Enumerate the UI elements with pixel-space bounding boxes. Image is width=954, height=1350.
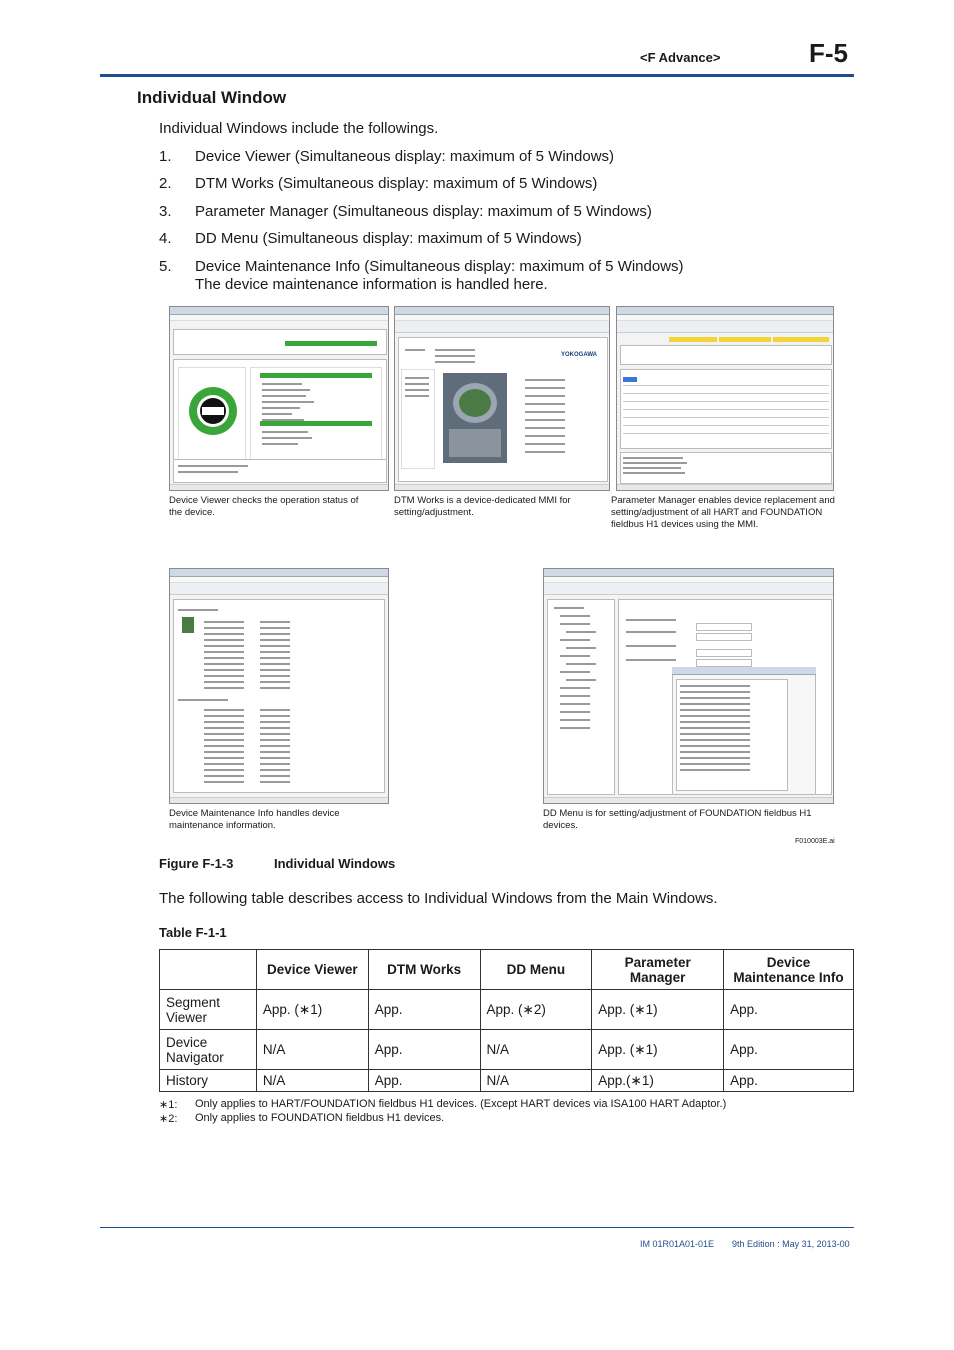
footnote-text: Only applies to HART/FOUNDATION fieldbus H1 devices. (Except HART devices via ISA100 HART Adaptor.) bbox=[195, 1098, 727, 1110]
page-footer bbox=[640, 1239, 850, 1249]
table-cell: N/A bbox=[480, 1070, 592, 1092]
table-header-row bbox=[160, 950, 854, 990]
table-cell: App. (∗1) bbox=[592, 1030, 724, 1070]
table-cell: N/A bbox=[256, 1030, 368, 1070]
dd-menu-screenshot bbox=[543, 568, 834, 804]
page-number: F-5 bbox=[809, 38, 848, 68]
header-section-label: <F Advance> bbox=[640, 50, 721, 65]
table-row-label: Device Navigator bbox=[160, 1030, 257, 1070]
table-cell: App.(∗1) bbox=[592, 1070, 724, 1092]
list-text: Parameter Manager (Simultaneous display: maximum of 5 Windows) bbox=[195, 203, 652, 220]
table-cell: App. (∗1) bbox=[592, 990, 724, 1030]
table-row bbox=[160, 1030, 854, 1070]
table-title: Table F-1-1 bbox=[159, 925, 227, 940]
list-number: 3. bbox=[159, 203, 172, 220]
list-text: DD Menu (Simultaneous display: maximum of 5 Windows) bbox=[195, 230, 582, 247]
table-cell: App. (∗1) bbox=[256, 990, 368, 1030]
access-table bbox=[159, 949, 854, 1092]
footnote-mark: ∗1: bbox=[159, 1099, 178, 1111]
table-row-label: History bbox=[160, 1070, 257, 1092]
table-header-cell: DD Menu bbox=[480, 950, 592, 990]
table-cell: App. bbox=[368, 1030, 480, 1070]
parameter-manager-caption: Parameter Manager enables device replacement and setting/adjustment of all HART and FOUNDATION fieldbus H1 devices using the MMI. bbox=[611, 495, 835, 530]
table-cell: App. bbox=[368, 1070, 480, 1092]
table-cell: App. bbox=[724, 1070, 854, 1092]
table-header-cell: Device Maintenance Info bbox=[724, 950, 854, 990]
figure-title-text: Individual Windows bbox=[274, 856, 396, 871]
list-number: 5. bbox=[159, 258, 172, 275]
figure-file-id: F010003E.ai bbox=[795, 838, 835, 845]
section-title: Individual Window bbox=[137, 88, 287, 107]
maintenance-info-caption: Device Maintenance Info handles device maintenance information. bbox=[169, 808, 340, 831]
edition-info: 9th Edition : May 31, 2013-00 bbox=[732, 1239, 850, 1249]
list-text: The device maintenance information is handled here. bbox=[195, 276, 548, 293]
table-header-cell: DTM Works bbox=[368, 950, 480, 990]
status-indicator-icon bbox=[187, 385, 239, 437]
table-cell: N/A bbox=[256, 1070, 368, 1092]
table-header-cell: Device Viewer bbox=[256, 950, 368, 990]
footnote-mark: ∗2: bbox=[159, 1113, 178, 1125]
footer-rule bbox=[100, 1227, 854, 1228]
document-number: IM 01R01A01-01E bbox=[640, 1239, 715, 1249]
device-image bbox=[443, 373, 507, 463]
list-number: 1. bbox=[159, 148, 172, 165]
table-cell: App. bbox=[724, 1030, 854, 1070]
dtm-works-screenshot bbox=[394, 306, 610, 491]
device-viewer-caption: Device Viewer checks the operation status of the device. bbox=[169, 495, 359, 518]
table-row-label: Segment Viewer bbox=[160, 990, 257, 1030]
list-number: 4. bbox=[159, 230, 172, 247]
table-row bbox=[160, 1070, 854, 1092]
maintenance-info-screenshot bbox=[169, 568, 389, 804]
list-text: Device Maintenance Info (Simultaneous display: maximum of 5 Windows) bbox=[195, 258, 684, 275]
dd-menu-caption: DD Menu is for setting/adjustment of FOUNDATION fieldbus H1 devices. bbox=[543, 808, 812, 831]
list-text: DTM Works (Simultaneous display: maximum of 5 Windows) bbox=[195, 175, 598, 192]
table-cell: App. (∗2) bbox=[480, 990, 592, 1030]
figure-label: Figure F-1-3 bbox=[159, 856, 234, 871]
table-header-cell: Parameter Manager bbox=[592, 950, 724, 990]
footnote-text: Only applies to FOUNDATION fieldbus H1 devices. bbox=[195, 1112, 445, 1124]
list-number: 2. bbox=[159, 175, 172, 192]
table-intro: The following table describes access to Individual Windows from the Main Windows. bbox=[159, 890, 718, 907]
intro-text: Individual Windows include the followings. bbox=[159, 120, 439, 137]
header-rule bbox=[100, 74, 854, 77]
table-row bbox=[160, 990, 854, 1030]
table-cell: N/A bbox=[480, 1030, 592, 1070]
brand-logo: YOKOGAWA bbox=[561, 352, 598, 358]
list-text: Device Viewer (Simultaneous display: maximum of 5 Windows) bbox=[195, 148, 615, 165]
table-cell: App. bbox=[368, 990, 480, 1030]
device-viewer-screenshot bbox=[169, 306, 389, 491]
table-cell: App. bbox=[724, 990, 854, 1030]
table-header-cell bbox=[160, 950, 257, 990]
dtm-works-caption: DTM Works is a device-dedicated MMI for setting/adjustment. bbox=[394, 495, 571, 518]
parameter-manager-screenshot bbox=[616, 306, 834, 491]
